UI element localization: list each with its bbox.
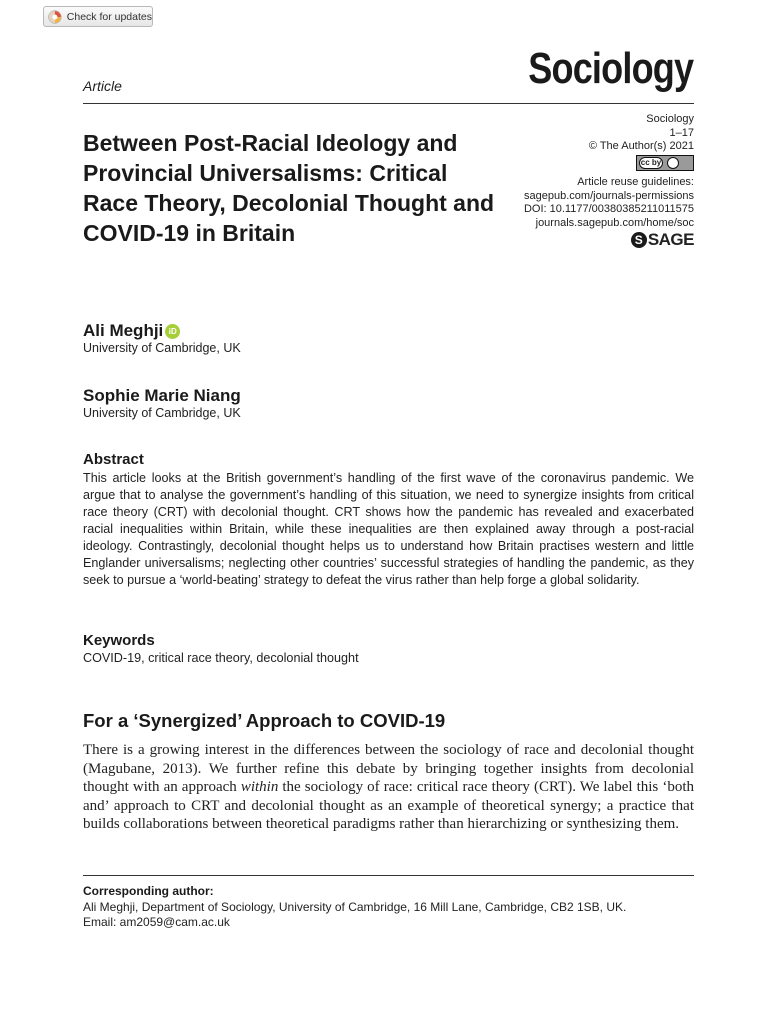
- meta-journal-link[interactable]: journals.sagepub.com/home/soc: [535, 216, 694, 229]
- body-emphasis: within: [240, 779, 279, 795]
- corresponding-author-label: Corresponding author:: [83, 884, 214, 898]
- check-for-updates-button[interactable]: [43, 6, 153, 27]
- abstract-text: This article looks at the British government’s handling of the first wave of the coronavirus pandemic. We argue that to analyse the government’s handling of this situation, we need to synergize insights from critical race theory (CRT) with decolonial thought. CRT shows how the pandemic has revealed and exacerbated racial inequalities within Britain, while these inequalities are then explained away through a post-racial ideology. Contrastingly, decolonial thought helps us to understand how Britain practises western and little Englander universalisms; neglecting other countries’ successful strategies of handling the pandemic, as they seek to pursue a ‘world-beating’ strategy to defeat the virus rather than help forge a global solidarity.: [83, 471, 694, 587]
- check-updates-icon: [48, 10, 62, 24]
- body-text-part: the sociology of race: critical race theory (CRT). We label this ‘both and’ approach to CRT and decolonial thought as an example of theoretical synergy; a practice that builds collaborations between theoretical paradigms rather than hierarchizing or synthesizing them.: [83, 779, 694, 832]
- journal-logo: Sociology: [527, 44, 693, 93]
- meta-doi[interactable]: DOI: 10.1177/00380385211011575: [523, 203, 694, 215]
- corresponding-author-address: Ali Meghji, Department of Sociology, University of Cambridge, 16 Mill Lane, Cambridge, CB2 1SB, UK.: [83, 900, 627, 914]
- author-affiliation: University of Cambridge, UK: [83, 341, 241, 355]
- meta-reuse-label: Article reuse guidelines:: [577, 176, 694, 188]
- footnote-divider: [83, 875, 694, 876]
- sage-logo-text: SAGE: [647, 230, 694, 250]
- author-2: [83, 386, 241, 420]
- corresponding-author-email[interactable]: Email: am2059@cam.ac.uk: [83, 915, 230, 929]
- author-1: [83, 321, 241, 355]
- sage-publisher-logo: [631, 232, 694, 248]
- body-paragraph: [83, 741, 694, 834]
- by-person-icon: [667, 157, 679, 169]
- check-updates-label: Check for updates: [66, 10, 152, 23]
- meta-journal: Sociology: [646, 113, 694, 125]
- keywords-heading: Keywords: [83, 632, 155, 649]
- article-title: Between Post-Racial Ideology and Provincial Universalisms: Critical Race Theory, Decolonial Thought and COVID-19 in Britain: [83, 130, 495, 246]
- author-affiliation: University of Cambridge, UK: [83, 406, 241, 420]
- meta-reuse-link[interactable]: sagepub.com/journals-permissions: [524, 189, 694, 202]
- abstract-heading: Abstract: [83, 451, 144, 468]
- sage-s-icon: S: [631, 232, 647, 248]
- keywords-text: COVID-19, critical race theory, decolonial thought: [83, 651, 359, 665]
- section-heading: For a ‘Synergized’ Approach to COVID-19: [83, 710, 446, 731]
- meta-copyright: © The Author(s) 2021: [588, 140, 694, 152]
- cc-license-badge-text: cc by: [640, 157, 662, 167]
- article-metadata: [524, 113, 694, 249]
- cc-by-license-icon[interactable]: [636, 155, 694, 171]
- author-name: Sophie Marie Niang: [83, 386, 241, 405]
- header-divider: [83, 103, 694, 104]
- orcid-icon[interactable]: iD: [165, 324, 180, 339]
- body-text-part: There is a growing interest in the differences between the sociology of race and decolonial thought (Magubane, 2013). We further refine this debate by bringing together insights from decolonial thought with an approach: [83, 742, 694, 795]
- author-name: Ali Meghji: [83, 321, 164, 340]
- meta-pages: 1–17: [669, 126, 694, 139]
- article-type-label: Article: [83, 78, 122, 94]
